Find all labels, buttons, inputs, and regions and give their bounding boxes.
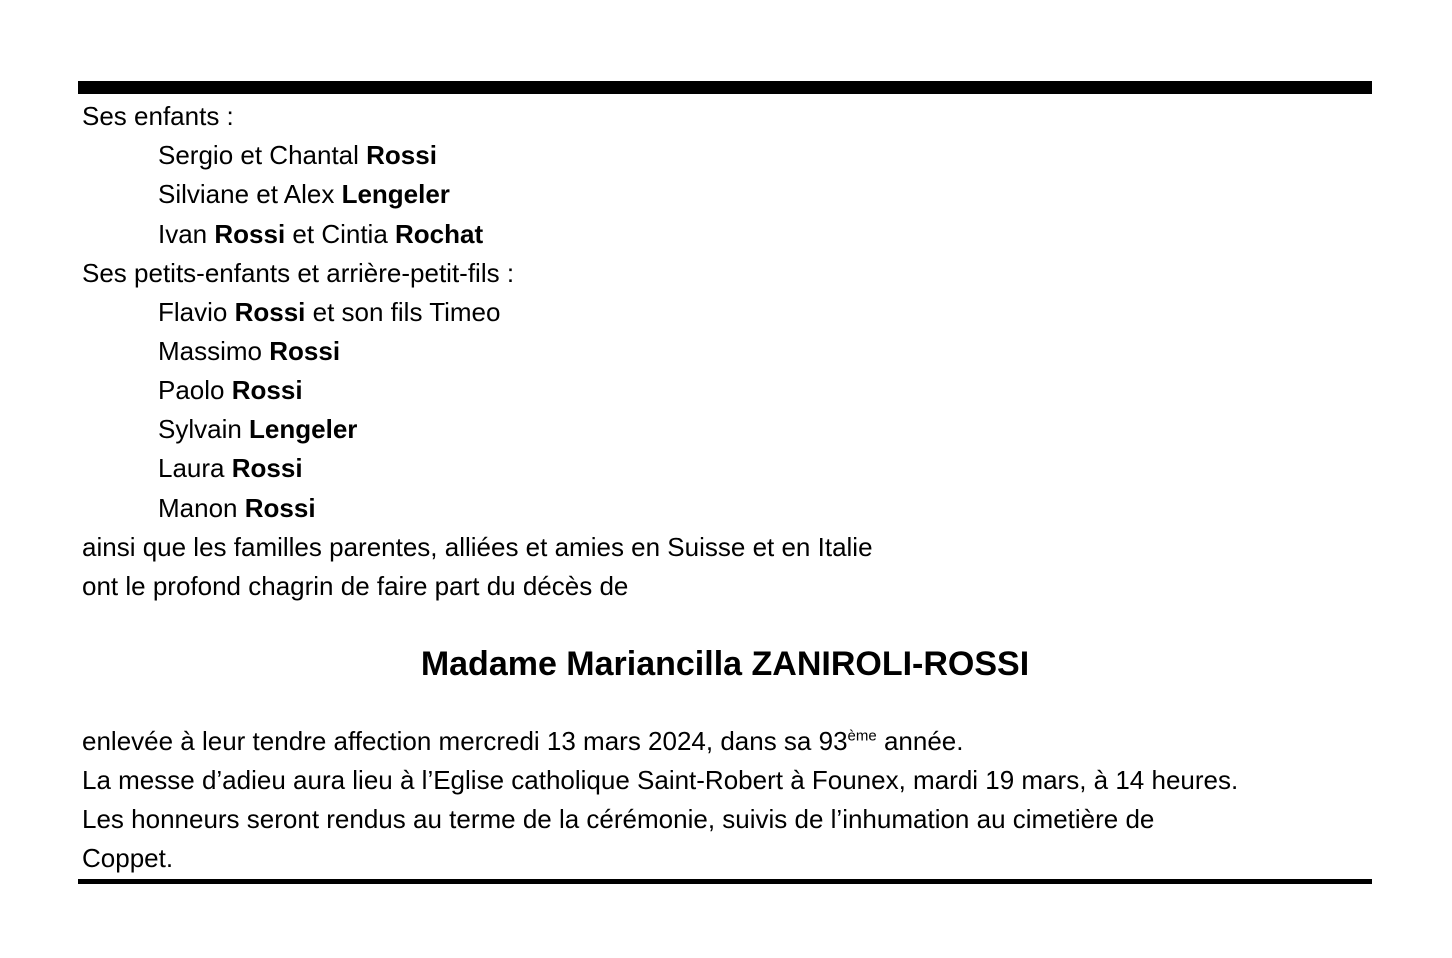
grandchild-entry: Laura Rossi	[158, 453, 303, 483]
grandchild-entry: Sylvain Lengeler	[158, 414, 358, 444]
child-entry: Ivan Rossi et Cintia Rochat	[158, 219, 484, 249]
grandchild-entry: Manon Rossi	[158, 493, 316, 523]
families-line: ainsi que les familles parentes, alliées et amies en Suisse et en Italie	[82, 532, 873, 562]
children-heading: Ses enfants :	[82, 101, 234, 131]
grandchild-entry: Flavio Rossi et son fils Timeo	[158, 297, 501, 327]
cemetery-line: Coppet.	[82, 843, 174, 873]
bottom-rule	[78, 879, 1372, 884]
grandchild-entry: Paolo Rossi	[158, 375, 303, 405]
child-entry: Sergio et Chantal Rossi	[158, 140, 437, 170]
top-rule	[78, 81, 1372, 94]
child-entry: Silviane et Alex Lengeler	[158, 179, 450, 209]
grandchild-entry: Massimo Rossi	[158, 336, 341, 366]
passing-line: enlevée à leur tendre affection mercredi 13 mars 2024, dans sa 93ème année.	[82, 726, 964, 756]
mass-line: La messe d’adieu aura lieu à l’Eglise catholique Saint-Robert à Founex, mardi 19 mars, à 14 heures.	[82, 765, 1239, 795]
announcement-line: ont le profond chagrin de faire part du décès de	[82, 571, 629, 601]
deceased-name: Madame Mariancilla ZANIROLI-ROSSI	[420, 645, 1030, 683]
honours-line: Les honneurs seront rendus au terme de la cérémonie, suivis de l’inhumation au cimetière de	[82, 804, 1155, 834]
grandchildren-heading: Ses petits-enfants et arrière-petit-fils :	[82, 258, 515, 288]
